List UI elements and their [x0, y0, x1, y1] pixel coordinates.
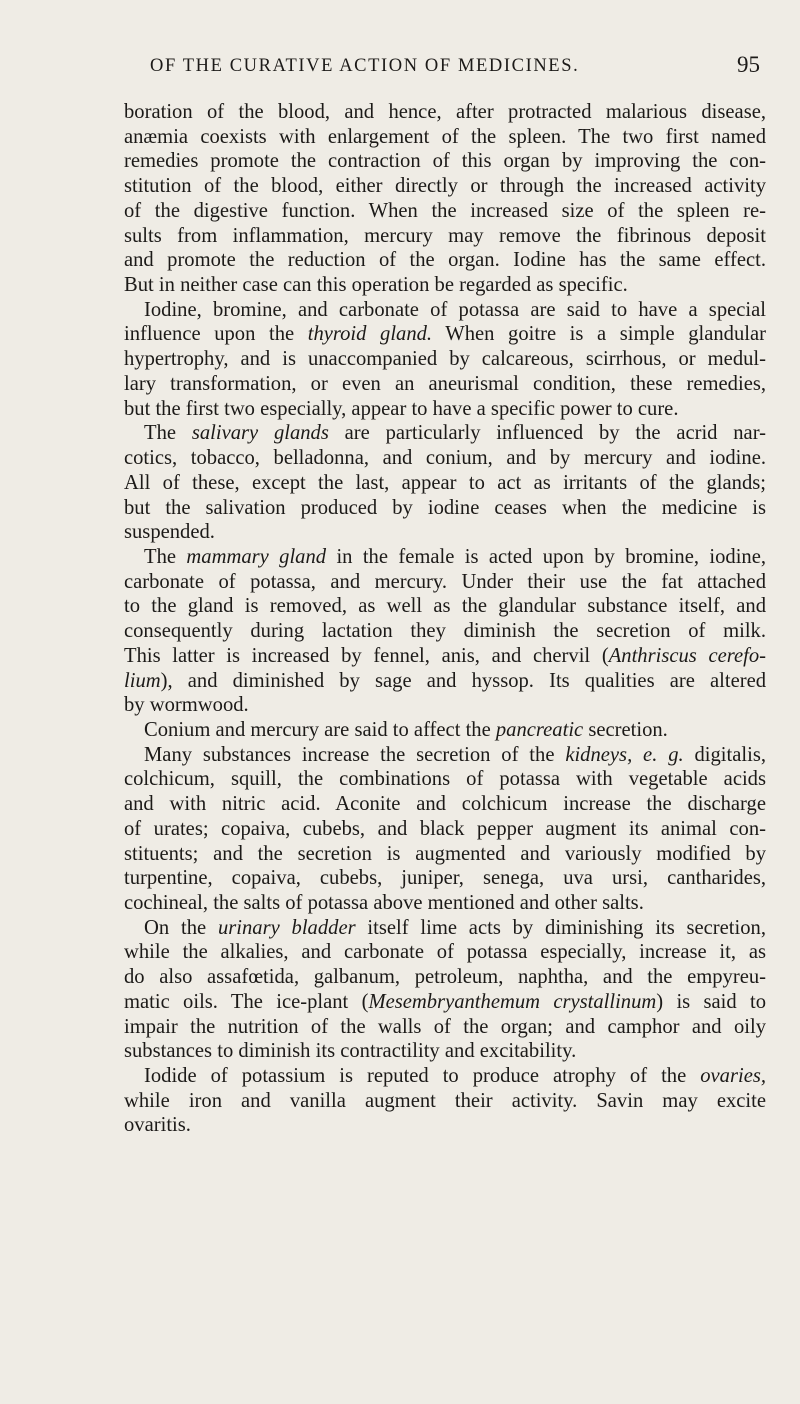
- text-line: [0, 100, 800, 125]
- text-run: ovaritis.: [124, 1114, 191, 1137]
- text-line: [0, 372, 800, 397]
- text-line: [0, 842, 800, 867]
- text-line: [0, 669, 800, 694]
- line-text: [124, 965, 766, 990]
- text-run: digitalis,: [683, 743, 766, 766]
- text-run: colchicum, squill, the combinations of potassa with vegetable acids: [124, 768, 766, 791]
- text-line: [0, 965, 800, 990]
- text-run: This latter is increased by fennel, anis, and chervil (: [124, 644, 609, 667]
- text-line: [0, 792, 800, 817]
- line-text: [124, 100, 766, 125]
- text-run: matic oils. The ice-plant (: [124, 990, 369, 1013]
- text-line: [0, 1113, 800, 1138]
- text-run: carbonate of potassa, and mercury. Under their use the fat attached: [124, 570, 766, 593]
- text-run: Iodide of potassium is reputed to produce atrophy of the: [144, 1065, 701, 1088]
- text-line: [0, 693, 800, 718]
- italic-term: urinary bladder: [217, 916, 356, 939]
- italic-term: lium: [124, 669, 161, 692]
- line-text: [124, 644, 766, 669]
- text-run: but the first two especially, appear to have a specific power to cure.: [124, 397, 679, 420]
- line-text: [124, 990, 766, 1015]
- line-text: [124, 1113, 191, 1138]
- text-line: [0, 817, 800, 842]
- line-text: [124, 149, 766, 174]
- text-line: [0, 767, 800, 792]
- text-run: hypertrophy, and is unaccompanied by calcareous, scirrhous, or medul-: [124, 348, 766, 371]
- text-run: of the digestive function. When the increased size of the spleen re-: [124, 199, 766, 222]
- line-text: [124, 866, 766, 891]
- line-text: [124, 446, 766, 471]
- text-run: Iodine, bromine, and carbonate of potassa are said to have a special: [144, 298, 766, 321]
- line-text: [144, 545, 766, 570]
- text-line: [0, 644, 800, 669]
- text-run: On the: [144, 916, 218, 939]
- line-text: [124, 767, 766, 792]
- text-run: while iron and vanilla augment their activity. Savin may excite: [124, 1089, 766, 1112]
- text-run: stituents; and the secretion is augmented and variously modified by: [124, 842, 766, 865]
- italic-term: mammary gland: [186, 545, 327, 568]
- text-line: [0, 619, 800, 644]
- text-run: and promote the reduction of the organ. Iodine has the same effect.: [124, 249, 766, 272]
- line-text: [124, 372, 766, 397]
- text-line: [0, 1039, 800, 1064]
- text-line: [0, 1089, 800, 1114]
- line-text: [124, 397, 678, 422]
- text-line: [0, 940, 800, 965]
- text-line: [0, 347, 800, 372]
- text-line: [0, 520, 800, 545]
- text-line: [0, 248, 800, 273]
- line-text: [124, 471, 766, 496]
- text-run: lary transformation, or even an aneurismal condition, these remedies,: [124, 372, 766, 395]
- line-text: [144, 718, 668, 743]
- line-text: [124, 273, 628, 298]
- text-run: cochineal, the salts of potassa above mentioned and other salts.: [124, 892, 644, 914]
- italic-term: ovaries,: [700, 1065, 766, 1088]
- text-line: [0, 421, 800, 446]
- line-text: [124, 891, 644, 916]
- text-line: [0, 570, 800, 595]
- text-line: [0, 298, 800, 323]
- text-line: [0, 866, 800, 891]
- text-run: anæmia coexists with enlargement of the spleen. The two first named: [124, 125, 766, 148]
- text-run: The: [144, 545, 187, 568]
- text-line: [0, 496, 800, 521]
- text-line: [0, 125, 800, 150]
- text-run: consequently during lactation they diminish the secretion of milk.: [124, 620, 766, 643]
- text-run: stitution of the blood, either directly or through the increased activity: [124, 175, 766, 198]
- text-line: [0, 174, 800, 199]
- text-line: [0, 397, 800, 422]
- line-text: [144, 743, 766, 768]
- italic-term: Mesembryanthemum crystallinum: [368, 990, 657, 1013]
- text-line: [0, 273, 800, 298]
- text-line: [0, 199, 800, 224]
- text-line: [0, 545, 800, 570]
- line-text: [124, 619, 766, 644]
- line-text: [144, 298, 766, 323]
- text-run: sults from inflammation, mercury may remove the fibrinous deposit: [124, 224, 766, 247]
- line-text: [124, 693, 249, 718]
- text-run: remedies promote the contraction of this organ by improving the con-: [124, 150, 766, 173]
- text-line: [0, 916, 800, 941]
- line-text: [144, 421, 766, 446]
- line-text: [124, 817, 766, 842]
- line-text: [124, 496, 766, 521]
- text-line: [0, 594, 800, 619]
- text-run: in the female is acted upon by bromine, iodine,: [326, 545, 766, 568]
- page-number: 95: [737, 52, 760, 77]
- text-run: secretion.: [583, 718, 668, 741]
- line-text: [124, 1039, 576, 1064]
- italic-term: kidneys, e. g.: [565, 743, 684, 766]
- text-run: cotics, tobacco, belladonna, and conium, and by mercury and iodine.: [124, 447, 766, 470]
- text-run: The: [144, 422, 192, 445]
- line-text: [124, 248, 766, 273]
- text-line: [0, 224, 800, 249]
- text-run: Many substances increase the secretion of the: [144, 743, 566, 766]
- line-text: [124, 174, 766, 199]
- line-text: [124, 842, 766, 867]
- line-text: [124, 940, 766, 965]
- line-text: [124, 570, 766, 595]
- text-run: and with nitric acid. Aconite and colchicum increase the discharge: [124, 793, 766, 816]
- line-text: [124, 125, 766, 150]
- line-text: [124, 199, 766, 224]
- text-run: are particularly influenced by the acrid nar-: [328, 422, 767, 445]
- italic-term: thyroid gland.: [307, 323, 433, 346]
- italic-term: salivary glands: [191, 422, 329, 445]
- text-line: [0, 149, 800, 174]
- line-text: [124, 322, 766, 347]
- line-text: [124, 1015, 766, 1040]
- text-run: All of these, except the last, appear to act as irritants of the glands;: [124, 471, 766, 494]
- line-text: [124, 224, 766, 249]
- text-run: of urates; copaiva, cubebs, and black pepper augment its animal con-: [124, 817, 766, 840]
- italic-term: pancreatic: [495, 718, 584, 741]
- line-text: [144, 1064, 766, 1089]
- text-run: boration of the blood, and hence, after protracted malarious disease,: [124, 101, 766, 123]
- text-line: [0, 743, 800, 768]
- text-line: [0, 471, 800, 496]
- line-text: [124, 520, 215, 545]
- text-line: [0, 1015, 800, 1040]
- line-text: [124, 594, 766, 619]
- text-run: substances to diminish its contractility and excitability.: [124, 1040, 577, 1063]
- page-header: [150, 52, 760, 86]
- running-title: OF THE CURATIVE ACTION OF MEDICINES.: [150, 56, 580, 76]
- text-run: suspended.: [124, 521, 215, 544]
- line-text: [124, 347, 766, 372]
- text-run: turpentine, copaiva, cubebs, juniper, senega, uva ursi, cantharides,: [124, 867, 766, 890]
- text-run: but the salivation produced by iodine ceases when the medicine is: [124, 496, 766, 519]
- text-line: [0, 718, 800, 743]
- text-run: When goitre is a simple glandular: [432, 323, 766, 346]
- text-line: [0, 322, 800, 347]
- text-line: [0, 446, 800, 471]
- text-run: Conium and mercury are said to affect the: [144, 718, 496, 741]
- italic-term: Anthriscus cerefo-: [608, 644, 766, 667]
- line-text: [124, 792, 766, 817]
- text-run: ), and diminished by sage and hyssop. Its qualities are altered: [160, 669, 766, 692]
- text-run: by wormwood.: [124, 694, 249, 717]
- line-text: [124, 669, 766, 694]
- text-run: do also assafœtida, galbanum, petroleum, naphtha, and the empyreu-: [124, 966, 766, 989]
- body-text: [0, 100, 800, 1138]
- line-text: [124, 1089, 766, 1114]
- text-run: ) is said to: [656, 990, 766, 1013]
- line-text: [144, 916, 766, 941]
- text-run: itself lime acts by diminishing its secretion,: [355, 916, 766, 939]
- text-run: influence upon the: [124, 323, 308, 346]
- text-line: [0, 990, 800, 1015]
- text-run: impair the nutrition of the walls of the organ; and camphor and oily: [124, 1015, 766, 1038]
- text-line: [0, 891, 800, 916]
- text-run: But in neither case can this operation be regarded as specific.: [124, 274, 628, 297]
- text-line: [0, 1064, 800, 1089]
- text-run: to the gland is removed, as well as the glandular substance itself, and: [124, 595, 766, 618]
- text-run: while the alkalies, and carbonate of potassa especially, increase it, as: [124, 941, 766, 964]
